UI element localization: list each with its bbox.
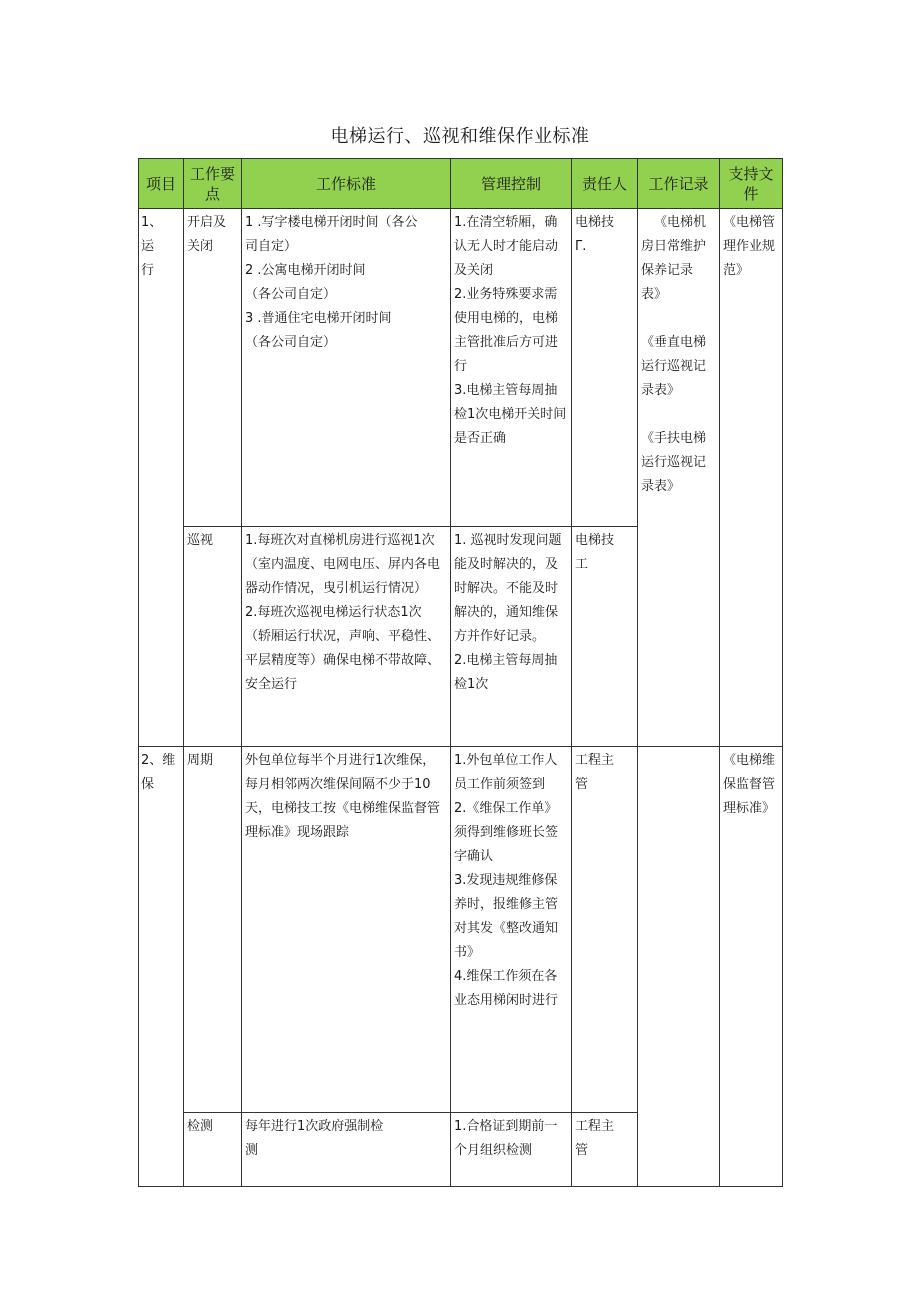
table-row [139, 747, 783, 1113]
standard-cell: 1 .写字楼电梯开闭时间（各公 司自定） 2 .公寓电梯开闭时间 （各公司自定） 3 .普通住宅电梯开闭时间 （各公司自定） [242, 209, 451, 527]
key-point-cell: 周期 [184, 747, 242, 1113]
item-cell-maintenance: 2、维 保 [139, 747, 184, 1187]
header-item: 项目 [139, 159, 184, 209]
table-row [139, 209, 783, 527]
responsible-cell: 电梯技 Γ. [572, 209, 638, 527]
standard-table [138, 158, 783, 1187]
header-document: 支持文件 [720, 159, 783, 209]
control-cell: 1.外包单位工作人员工作前须签到 2.《维保工作单》须得到维修班长签字确认 3.发现违规维修保养时，报维修主管对其发《整改通知书》 4.维保工作须在各业态用梯闲时进行 [451, 747, 572, 1113]
header-responsible: 责任人 [572, 159, 638, 209]
header-row [139, 159, 783, 209]
page-title: 电梯运行、巡视和维保作业标准 [330, 126, 590, 147]
header-key-point: 工作要点 [184, 159, 242, 209]
key-point-cell: 检测 [184, 1113, 242, 1187]
key-point-cell: 开启及关闭 [184, 209, 242, 527]
responsible-cell: 工程主 管 [572, 747, 638, 1113]
control-cell: 1.合格证到期前一个月组织检测 [451, 1113, 572, 1187]
header-standard: 工作标准 [242, 159, 451, 209]
responsible-cell: 电梯技 工 [572, 527, 638, 747]
control-cell: 1. 巡视时发现问题能及时解决的，及时解决。不能及时解决的，通知维保方并作好记录。 2.电梯主管每周抽检1次 [451, 527, 572, 747]
document-cell: 《电梯维保监督管理标准》 [720, 747, 783, 1187]
standard-cell: 外包单位每半个月进行1次维保，每月相邻两次维保间隔不少于10天，电梯技工按《电梯维保监督管理标准》现场跟踪 [242, 747, 451, 1113]
control-cell: 1.在清空轿厢，确认无人时才能启动及关闭 2.业务特殊要求需使用电梯的，电梯主管批准后方可进行 3.电梯主管每周抽检1次电梯开关时间是否正确 [451, 209, 572, 527]
header-record: 工作记录 [638, 159, 720, 209]
key-point-cell: 巡视 [184, 527, 242, 747]
responsible-cell: 工程主 管 [572, 1113, 638, 1187]
standard-cell: 每年进行1次政府强制检 测 [242, 1113, 451, 1187]
standard-cell: 1.每班次对直梯机房进行巡视1次（室内温度、电网电压、屏内各电器动作情况，曳引机运行情况） 2.每班次巡视电梯运行状态1次（轿厢运行状况，声响、平稳性、平层精度等）确保电梯不带故障、安全运行 [242, 527, 451, 747]
item-cell-operation: 1、 运 行 [139, 209, 184, 747]
record-cell-empty [638, 747, 720, 1187]
record-cell: 《电梯机房日常维护保养记录表》 《垂直电梯运行巡视记录表》 《手扶电梯运行巡视记录表》 [638, 209, 720, 747]
header-control: 管理控制 [451, 159, 572, 209]
document-cell: 《电梯管理作业规范》 [720, 209, 783, 747]
